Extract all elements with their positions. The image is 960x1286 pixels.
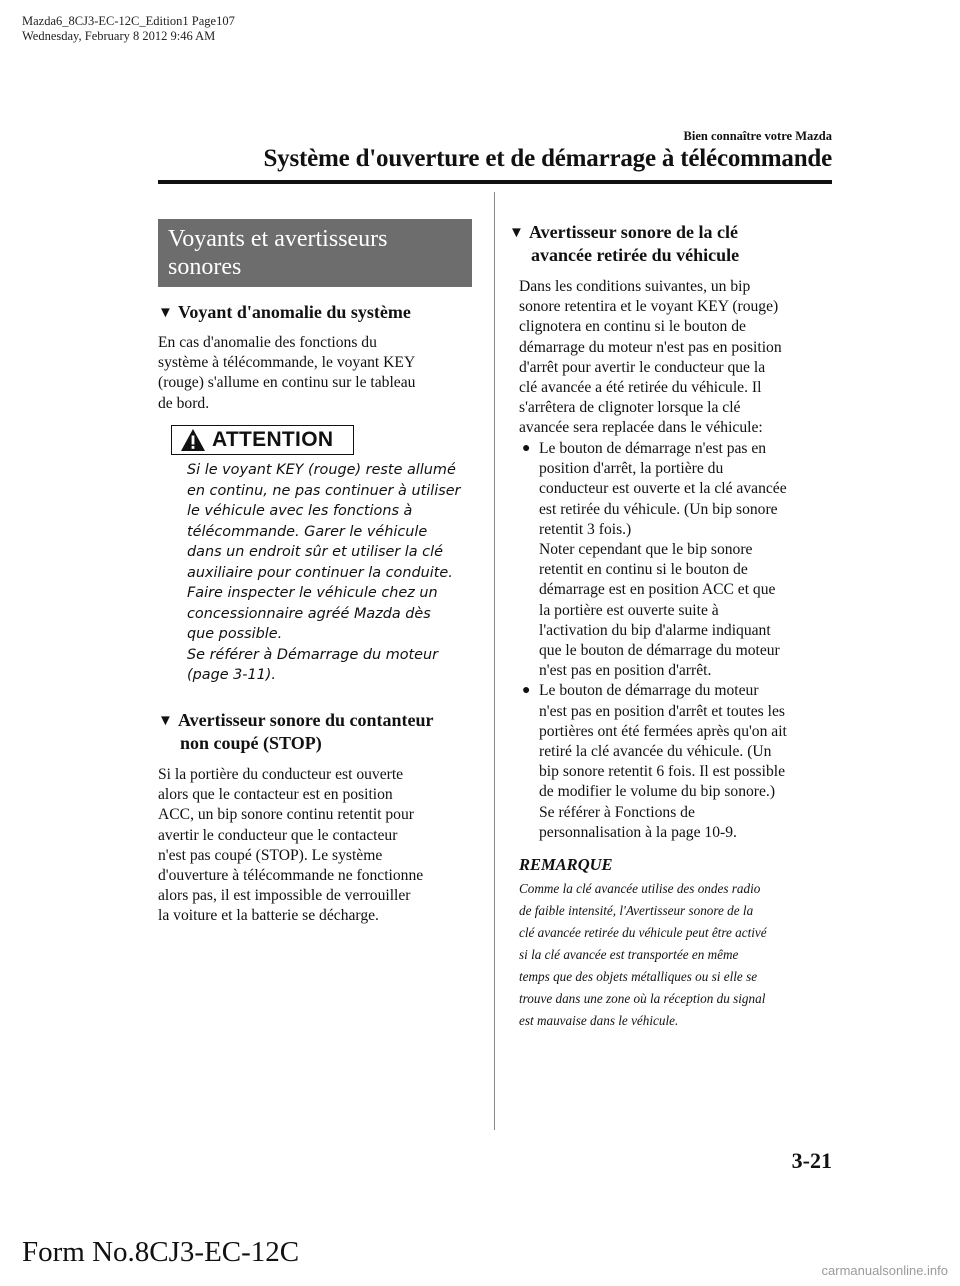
subheading-system-fault bbox=[158, 301, 411, 324]
header-rule bbox=[158, 180, 832, 184]
text-line: n'est pas en position d'arrêt et toutes les bbox=[539, 702, 785, 720]
text-line: de modifier le volume du bip sonore.) bbox=[539, 783, 776, 801]
text-line: que le bouton de démarrage du moteur bbox=[539, 642, 780, 660]
text-line: clignotera en continu si le bouton de bbox=[519, 318, 746, 336]
text-line: Le bouton de démarrage n'est pas en bbox=[539, 440, 767, 457]
text-line: position d'arrêt, la portière du bbox=[539, 460, 724, 478]
subheading-ignition-warning bbox=[158, 709, 434, 754]
text-line: système à télécommande, le voyant KEY bbox=[158, 354, 416, 372]
section-title-line: sonores bbox=[168, 254, 242, 280]
text-line: retentit en continu si le bouton de bbox=[539, 561, 748, 579]
watermark: carmanualsonline.info bbox=[821, 1263, 948, 1278]
warning-line: Se référer à Démarrage du moteur bbox=[187, 646, 439, 663]
section-title-line: Voyants et avertisseurs bbox=[168, 226, 388, 252]
triangle-down-icon: ▼ bbox=[509, 225, 524, 241]
warning-line: dans un endroit sûr et utiliser la clé bbox=[187, 544, 443, 560]
subheading-key-removed-warning bbox=[509, 221, 739, 266]
warning-line: (page 3-11). bbox=[187, 667, 276, 683]
text-line: clé avancée a été retirée du véhicule. Il bbox=[519, 379, 762, 397]
note-line: de faible intensité, l'Avertisseur sonore de la bbox=[519, 903, 754, 918]
note-line: si la clé avancée est transportée en même bbox=[519, 947, 739, 962]
column-divider bbox=[494, 192, 495, 1130]
print-metadata-line: Mazda6_8CJ3-EC-12C_Edition1 Page107 bbox=[22, 14, 235, 28]
subheading-label: non coupé (STOP) bbox=[180, 733, 322, 753]
section-title-box bbox=[158, 219, 472, 287]
text-line: conducteur est ouverte et la clé avancée bbox=[539, 480, 787, 498]
subheading-label: Avertisseur sonore de la clé bbox=[529, 222, 738, 242]
print-metadata-line: Wednesday, February 8 2012 9:46 AM bbox=[22, 29, 216, 43]
warning-line: que possible. bbox=[187, 626, 283, 642]
note-line: temps que des objets métalliques ou si elle se bbox=[519, 969, 758, 984]
text-line: d'arrêt pour avertir le conducteur que la bbox=[519, 358, 766, 376]
text-line: personnalisation à la page 10-9. bbox=[539, 823, 737, 841]
note-line: clé avancée retirée du véhicule peut être activé bbox=[519, 925, 767, 940]
text-line: démarrage est en position ACC et que bbox=[539, 581, 776, 599]
warning-line: télécommande. Garer le véhicule bbox=[187, 523, 428, 540]
text-line: avertir le conducteur que le contacteur bbox=[158, 826, 398, 844]
subheading-label: avancée retirée du véhicule bbox=[531, 245, 740, 265]
text-line: portières ont été fermées après qu'on ait bbox=[539, 722, 787, 740]
text-line: ACC, un bip sonore continu retentit pour bbox=[158, 806, 414, 824]
text-line: avancée sera replacée dans le véhicule: bbox=[519, 419, 763, 437]
text-line: d'ouverture à télécommande ne fonctionne bbox=[158, 867, 424, 885]
text-line: n'est pas en position d'arrêt. bbox=[539, 662, 712, 680]
text-line: alors que le contacteur est en position bbox=[158, 786, 393, 804]
warning-triangle-icon bbox=[180, 428, 206, 452]
warning-line: Faire inspecter le véhicule chez un bbox=[187, 585, 438, 601]
paragraph-key-removed bbox=[519, 277, 782, 439]
triangle-down-icon: ▼ bbox=[158, 305, 173, 321]
text-line: retentit 3 fois.) bbox=[539, 520, 632, 538]
note-line: trouve dans une zone où la réception du signal bbox=[519, 991, 766, 1006]
text-line: de bord. bbox=[158, 394, 210, 412]
warning-line: en continu, ne pas continuer à utiliser bbox=[187, 482, 461, 499]
note-text bbox=[519, 878, 767, 1032]
text-line: est retirée du véhicule. (Un bip sonore bbox=[539, 500, 778, 518]
text-line: Noter cependant que le bip sonore bbox=[539, 541, 753, 559]
text-line: Se référer à Fonctions de bbox=[539, 803, 695, 821]
text-line: retiré la clé avancée du véhicule. (Un bbox=[539, 743, 772, 761]
text-line: Dans les conditions suivantes, un bip bbox=[519, 278, 751, 295]
text-line: l'activation du bip d'alarme indiquant bbox=[539, 621, 771, 639]
text-line: alors pas, il est impossible de verrouiller bbox=[158, 887, 411, 905]
text-line: démarrage du moteur n'est pas en position bbox=[519, 338, 782, 356]
page-number: 3-21 bbox=[791, 1148, 832, 1173]
note-line: Comme la clé avancée utilise des ondes radio bbox=[519, 881, 761, 896]
text-line: Si la portière du conducteur est ouverte bbox=[158, 766, 404, 783]
warning-label: ATTENTION bbox=[212, 428, 334, 451]
paragraph-ignition-warning bbox=[158, 765, 423, 927]
text-line: la voiture et la batterie se décharge. bbox=[158, 907, 379, 925]
text-line: n'est pas coupé (STOP). Le système bbox=[158, 846, 383, 864]
text-line: En cas d'anomalie des fonctions du bbox=[158, 334, 377, 351]
warning-line: auxiliaire pour continuer la conduite. bbox=[187, 564, 453, 581]
warning-line: concessionnaire agréé Mazda dès bbox=[187, 605, 431, 622]
chapter-title: Bien connaître votre Mazda bbox=[683, 129, 832, 143]
note-title: REMARQUE bbox=[519, 855, 613, 874]
warning-line: le véhicule avec les fonctions à bbox=[187, 503, 413, 519]
text-line: s'arrêtera de clignoter lorsque la clé bbox=[519, 399, 741, 417]
subheading-label: Avertisseur sonore du contanteur bbox=[178, 710, 434, 730]
text-line: la portière est ouverte suite à bbox=[539, 601, 719, 619]
list-item bbox=[519, 681, 787, 843]
subheading-label: Voyant d'anomalie du système bbox=[178, 302, 411, 322]
note-line: est mauvaise dans le véhicule. bbox=[519, 1013, 679, 1028]
page-header-title: Système d'ouverture et de démarrage à télécommande bbox=[263, 145, 832, 172]
form-number: Form No.8CJ3-EC-12C bbox=[22, 1236, 300, 1268]
warning-line: Si le voyant KEY (rouge) reste allumé bbox=[187, 462, 456, 478]
bullet-list bbox=[519, 439, 787, 843]
paragraph-system-fault bbox=[158, 333, 415, 414]
triangle-down-icon: ▼ bbox=[158, 713, 173, 729]
list-item bbox=[519, 439, 787, 681]
text-line: bip sonore retentit 6 fois. Il est possible bbox=[539, 763, 785, 781]
text-line: (rouge) s'allume en continu sur le tableau bbox=[158, 374, 416, 392]
warning-label-box bbox=[171, 425, 354, 455]
print-metadata bbox=[22, 14, 235, 44]
text-line: sonore retentira et le voyant KEY (rouge) bbox=[519, 298, 779, 316]
warning-text bbox=[187, 460, 460, 686]
text-line: Le bouton de démarrage du moteur bbox=[539, 682, 759, 700]
bullet-icon: ● bbox=[522, 441, 531, 456]
bullet-icon: ● bbox=[522, 683, 531, 699]
